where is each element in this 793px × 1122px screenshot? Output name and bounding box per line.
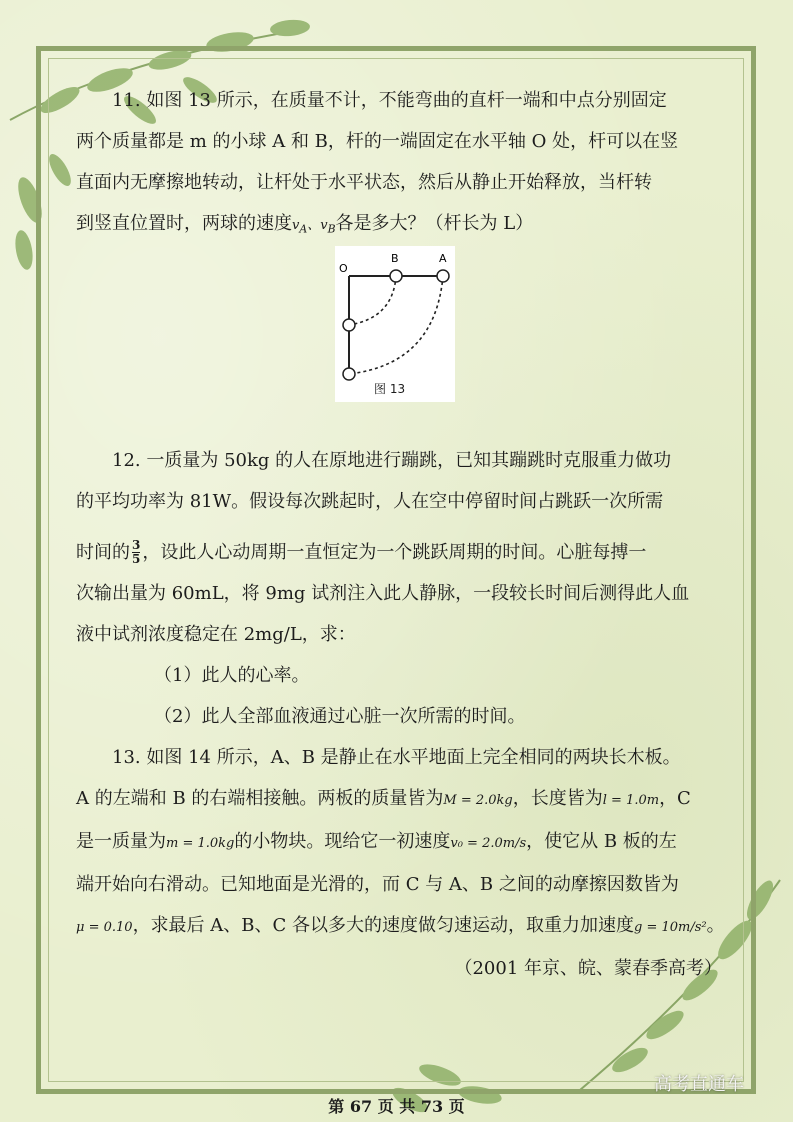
q12-subquestion-2: （2）此人全部血液通过心脏一次所需的时间。 — [154, 705, 526, 727]
q12-line-5: 液中试剂浓度稳定在 2mg/L，求： — [76, 623, 356, 645]
gravity-formula: g = 10m/s² — [634, 919, 707, 935]
initial-velocity-formula: v₀ = 2.0m/s — [450, 835, 527, 851]
document-body — [76, 80, 726, 989]
q12-subquestion-1: （1）此人的心率。 — [154, 664, 310, 686]
q12-line-4: 次输出量为 60mL，将 9mg 试剂注入此人静脉，一段较长时间后测得此人血 — [76, 582, 690, 604]
q12-line-3-text-a: 时间的 — [76, 541, 130, 563]
q13-line-2-text-b: ，长度皆为 — [512, 787, 603, 809]
q11-line-3: 直面内无摩擦地转动，让杆处于水平状态，然后从静止开始释放，当杆转 — [76, 172, 652, 193]
q12-line-2: 的平均功率为 81W。假设每次跳起时，人在空中停留时间占跳跃一次所需 — [76, 490, 664, 512]
q11-line-4-text-b: 各是多大？（杆长为 L） — [335, 213, 534, 234]
figure-13 — [335, 246, 455, 402]
ball-b-end — [343, 319, 355, 331]
q13-line-5-text-b: 。 — [706, 914, 725, 936]
q13-line-3-text-c: ，使它从 B 板的左 — [526, 830, 677, 852]
q12-line-3 — [76, 532, 726, 573]
velocity-b-v: v — [320, 218, 328, 233]
ball-b-start — [390, 270, 402, 282]
q11-line-4-text-a: 到竖直位置时，两球的速度 — [76, 213, 292, 234]
q13-line-2-text-c: ，C — [659, 787, 691, 809]
fraction-numerator: 3 — [132, 538, 141, 553]
fraction-denominator: 5 — [132, 552, 141, 567]
label-b: B — [391, 252, 399, 265]
q13-line-1: 13. 如图 14 所示，A、B 是静止在水平地面上完全相同的两块长木板。 — [112, 746, 681, 768]
ball-a-start — [437, 270, 449, 282]
path-ball-a — [349, 276, 443, 374]
q13-line-3 — [76, 821, 726, 864]
fraction-three-fifths — [132, 539, 140, 566]
velocity-a-v: v — [292, 218, 300, 233]
velocity-a-sub: A — [299, 222, 308, 236]
q12-line-1: 12. 一质量为 50kg 的人在原地进行蹦跳，已知其蹦跳时克服重力做功 — [112, 449, 672, 471]
q13-line-4: 端开始向右滑动。已知地面是光滑的，而 C 与 A、B 之间的动摩擦因数皆为 — [76, 873, 679, 895]
q12-line-3-text-b: ，设此人心动周期一直恒定为一个跳跃周期的时间。心脏每搏一 — [142, 541, 647, 563]
q11-line-2: 两个质量都是 m 的小球 A 和 B，杆的一端固定在水平轴 O 处，杆可以在竖 — [76, 131, 679, 152]
label-o: O — [339, 262, 348, 275]
q13-line-5 — [76, 905, 726, 948]
page-number-footer: 第 67 页 共 73 页 — [328, 1097, 465, 1116]
path-ball-b — [349, 276, 396, 325]
velocity-b-symbol — [320, 218, 336, 236]
q13-line-2-text-a: A 的左端和 B 的右端相接触。两板的质量皆为 — [76, 787, 444, 809]
mass-block-formula: m = 1.0kg — [166, 835, 235, 851]
label-a: A — [439, 252, 447, 265]
mass-board-formula: M = 2.0kg — [443, 792, 513, 808]
velocity-b-sub: B — [327, 222, 336, 236]
q13-source: （2001 年京、皖、蒙春季高考） — [454, 957, 722, 979]
q13-line-3-text-b: 的小物块。现给它一初速度 — [234, 830, 451, 852]
q13-line-3-text-a: 是一质量为 — [76, 830, 166, 852]
ball-a-end — [343, 368, 355, 380]
watermark: 高考直通车 — [654, 1074, 744, 1095]
q11-line-1: 11. 如图 13 所示，在质量不计，不能弯曲的直杆一端和中点分别固定 — [112, 90, 667, 111]
q13-line-5-text-a: ，求最后 A、B、C 各以多大的速度做匀速运动，取重力加速度 — [132, 914, 635, 936]
length-formula: l = 1.0m — [602, 792, 660, 808]
figure-13-diagram — [335, 246, 455, 402]
figure-13-caption: 图 13 — [374, 382, 406, 396]
friction-coefficient-formula: μ = 0.10 — [76, 919, 133, 935]
q13-line-2 — [76, 778, 726, 821]
q11-line-4 — [76, 203, 726, 250]
velocity-a-symbol: $v_A$、 — [292, 218, 321, 236]
